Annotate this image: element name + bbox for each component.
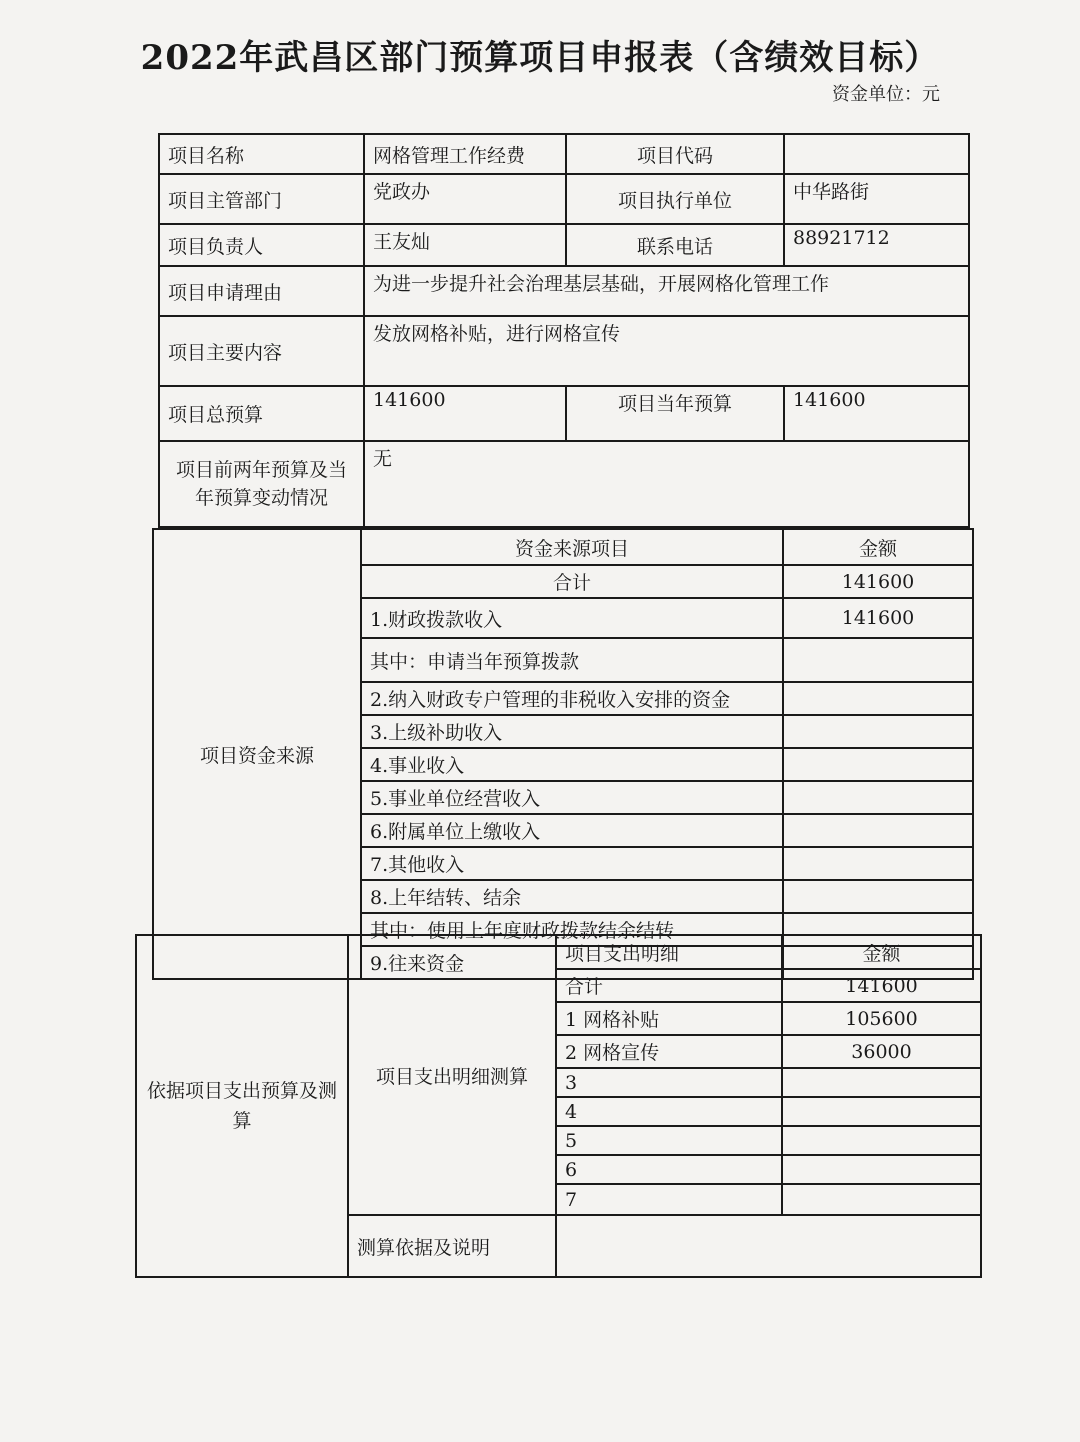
- funding-source-table: [152, 528, 974, 980]
- funding-row-amount: [783, 880, 973, 913]
- expense-row-amount: [782, 1155, 981, 1184]
- total-budget-label: 项目总预算: [159, 386, 364, 441]
- funding-row-amount: [783, 847, 973, 880]
- funding-col-amount: 金额: [783, 529, 973, 565]
- content-value: 发放网格补贴，进行网格宣传: [364, 316, 969, 386]
- funding-row-label: 其中：申请当年预算拨款: [361, 638, 783, 682]
- funding-row-amount: [783, 781, 973, 814]
- total-budget-value: 141600: [364, 386, 566, 441]
- expense-row-amount: [782, 1097, 981, 1126]
- reason-value: 为进一步提升社会治理基层基础，开展网格化管理工作: [364, 266, 969, 316]
- funding-row-label: 7.其他收入: [361, 847, 783, 880]
- project-code-label: 项目代码: [566, 134, 784, 174]
- change-label: 项目前两年预算及当年预算变动情况: [159, 441, 364, 527]
- expense-row-amount: [782, 1068, 981, 1097]
- project-name-label: 项目名称: [159, 134, 364, 174]
- expense-row-label: 5: [556, 1126, 782, 1155]
- expense-row-amount: [782, 1184, 981, 1215]
- dept-value: 党政办: [364, 174, 566, 224]
- phone-label: 联系电话: [566, 224, 784, 266]
- funding-row-label: 6.附属单位上缴收入: [361, 814, 783, 847]
- funding-row-label: 3.上级补助收入: [361, 715, 783, 748]
- expense-col-item: 项目支出明细: [556, 935, 782, 969]
- funding-row-label: 4.事业收入: [361, 748, 783, 781]
- funding-row-label: 5.事业单位经营收入: [361, 781, 783, 814]
- dept-label: 项目主管部门: [159, 174, 364, 224]
- basis-label: 测算依据及说明: [348, 1215, 556, 1277]
- change-value: 无: [364, 441, 969, 527]
- expense-row-amount: 36000: [782, 1035, 981, 1068]
- expense-row-amount: 105600: [782, 1002, 981, 1035]
- funding-row-amount: 141600: [783, 598, 973, 638]
- expense-detail-label: 项目支出明细测算: [348, 935, 556, 1215]
- content-label: 项目主要内容: [159, 316, 364, 386]
- funding-row-amount: [783, 715, 973, 748]
- funding-row-label: 9.往来资金: [361, 946, 783, 979]
- page-title: 2022年武昌区部门预算项目申报表（含绩效目标）: [140, 38, 940, 78]
- funding-row-label: 合计: [361, 565, 783, 598]
- expense-row-label: 2 网格宣传: [556, 1035, 782, 1068]
- expense-row-label: 合计: [556, 969, 782, 1002]
- project-code-value: [784, 134, 969, 174]
- funding-section-label: 项目资金来源: [153, 529, 361, 979]
- exec-unit-label: 项目执行单位: [566, 174, 784, 224]
- exec-unit-value: 中华路街: [784, 174, 969, 224]
- expense-row-label: 4: [556, 1097, 782, 1126]
- expense-row-amount: 141600: [782, 969, 981, 1002]
- funding-row-amount: 141600: [783, 565, 973, 598]
- funding-row-label: 8.上年结转、结余: [361, 880, 783, 913]
- phone-value: 88921712: [784, 224, 969, 266]
- funding-row-amount: [783, 814, 973, 847]
- year-budget-value: 141600: [784, 386, 969, 441]
- funding-row-amount: [783, 638, 973, 682]
- expense-col-amount: 金额: [782, 935, 981, 969]
- expense-section-label: 依据项目支出预算及测算: [136, 935, 348, 1277]
- reason-label: 项目申请理由: [159, 266, 364, 316]
- expense-row-amount: [782, 1126, 981, 1155]
- currency-unit: 资金单位：元: [832, 84, 940, 105]
- expense-row-label: 6: [556, 1155, 782, 1184]
- leader-value: 王友灿: [364, 224, 566, 266]
- funding-row-label: 其中：使用上年度财政拨款结余结转: [361, 913, 783, 946]
- project-info-table: [158, 133, 970, 528]
- year-budget-label: 项目当年预算: [566, 386, 784, 441]
- funding-col-item: 资金来源项目: [361, 529, 783, 565]
- funding-row-amount: [783, 748, 973, 781]
- leader-label: 项目负责人: [159, 224, 364, 266]
- funding-row-amount: [783, 682, 973, 715]
- expense-detail-table: [135, 934, 982, 1278]
- project-name-value: 网格管理工作经费: [364, 134, 566, 174]
- basis-value: [556, 1215, 981, 1277]
- expense-row-label: 1 网格补贴: [556, 1002, 782, 1035]
- funding-row-label: 1.财政拨款收入: [361, 598, 783, 638]
- funding-row-label: 2.纳入财政专户管理的非税收入安排的资金: [361, 682, 783, 715]
- expense-row-label: 7: [556, 1184, 782, 1215]
- expense-row-label: 3: [556, 1068, 782, 1097]
